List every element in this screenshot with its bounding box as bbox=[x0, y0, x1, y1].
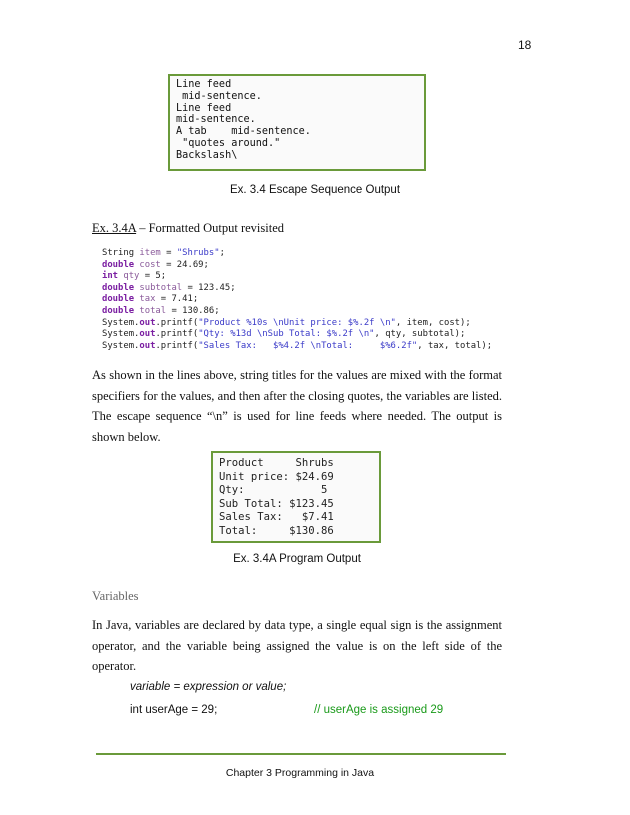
section-title bbox=[92, 221, 284, 236]
output-line: A tab mid-sentence. bbox=[176, 126, 311, 138]
program-output-box bbox=[211, 451, 381, 543]
code-line: double tax = 7.41; bbox=[102, 294, 199, 305]
example-link[interactable]: Ex. 3.4A bbox=[92, 221, 137, 235]
code-line: int qty = 5; bbox=[102, 271, 167, 282]
section-title-text: – Formatted Output revisited bbox=[136, 221, 285, 235]
footer-chapter-title: Chapter 3 Programming in Java bbox=[225, 767, 375, 779]
code-line: String item = "Shrubs"; bbox=[102, 248, 225, 258]
figure-caption-escape: Ex. 3.4 Escape Sequence Output bbox=[229, 184, 401, 196]
output-line: Sales Tax: $7.41 bbox=[219, 511, 334, 524]
footer-divider bbox=[96, 753, 506, 755]
code-line: double total = 130.86; bbox=[102, 305, 220, 316]
code-line: System.out.printf("Sales Tax: $%4.2f \nTotal: $%6.2f", tax, total); bbox=[102, 340, 493, 351]
code-line: System.out.printf("Qty: %13d \nSub Total: $%.2f \n", qty, subtotal); bbox=[102, 329, 466, 340]
paragraph-explanation: As shown in the lines above, string titles for the values are mixed with the format specifiers for the values, and then after the closing quotes, the variables are listed. The escape sequence “\n” is used for line feeds where needed. The output is shown below. bbox=[92, 368, 502, 444]
output-line: Total: $130.86 bbox=[219, 524, 334, 537]
code-line: double cost = 24.69; bbox=[102, 259, 209, 270]
paragraph-variables: In Java, variables are declared by data type, a single equal sign is the assignment operator, and the variable being assigned the value is on the left side of the operator. bbox=[92, 618, 502, 673]
output-line: mid-sentence. bbox=[176, 114, 256, 126]
code-line: double subtotal = 123.45; bbox=[102, 282, 236, 293]
escape-sequence-output-box bbox=[168, 74, 426, 171]
output-line: Backslash\ bbox=[176, 149, 238, 161]
syntax-example: variable = expression or value; bbox=[130, 681, 287, 693]
code-comment: // userAge is assigned 29 bbox=[314, 704, 444, 716]
output-line: Qty: 5 bbox=[219, 484, 328, 497]
output-line: mid-sentence. bbox=[176, 90, 262, 102]
variables-heading: Variables bbox=[92, 589, 139, 603]
page-number: 18 bbox=[518, 38, 532, 52]
code-example: int userAge = 29; bbox=[130, 704, 218, 716]
output-line: Sub Total: $123.45 bbox=[219, 497, 334, 510]
figure-caption-program-output: Ex. 3.4A Program Output bbox=[233, 553, 361, 565]
output-line: Line feed bbox=[176, 79, 232, 90]
output-line: "quotes around." bbox=[176, 137, 281, 149]
code-listing bbox=[102, 248, 492, 352]
output-line: Unit price: $24.69 bbox=[219, 470, 334, 483]
code-line: System.out.printf("Product %10s \nUnit price: $%.2f \n", item, cost); bbox=[102, 317, 471, 328]
output-line: Line feed bbox=[176, 102, 232, 114]
output-line: Product Shrubs bbox=[219, 457, 334, 469]
